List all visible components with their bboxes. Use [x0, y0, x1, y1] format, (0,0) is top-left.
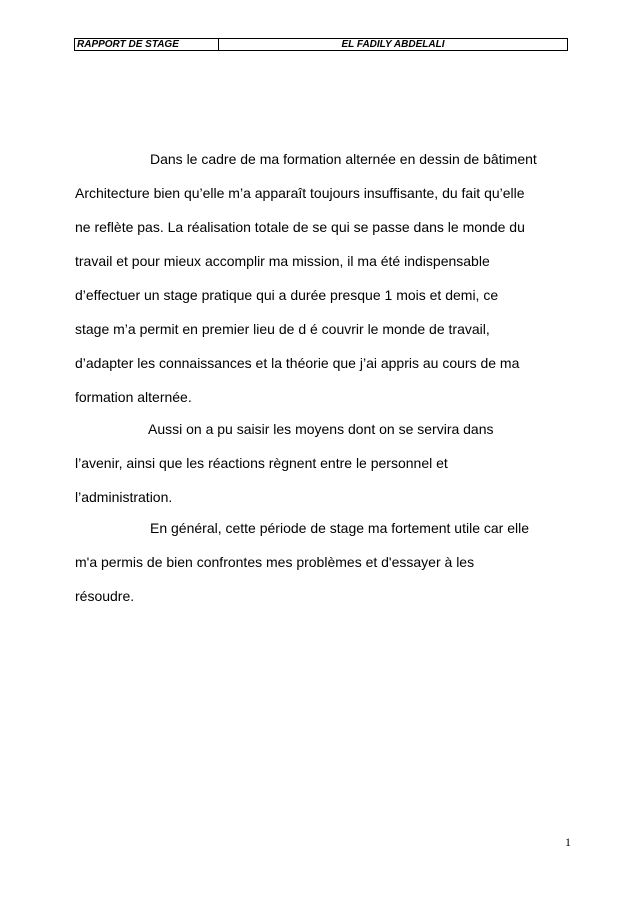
page-number: 1 — [565, 835, 571, 849]
paragraph-2-line-2: l’avenir, ainsi que les réactions règnent entre le personnel et — [75, 455, 448, 471]
paragraph-1-line-4: travail et pour mieux accomplir ma mission, il ma été indispensable — [75, 253, 490, 269]
paragraph-3-line-3: résoudre. — [75, 588, 135, 604]
paragraph-1-line-6: stage m’a permit en premier lieu de d é couvrir le monde de travail, — [75, 321, 490, 337]
document-body — [75, 152, 570, 623]
paragraph-3-line-2: m'a permis de bien confrontes mes problèmes et d'essayer à les — [75, 554, 475, 570]
header-report-title: RAPPORT DE STAGE — [75, 39, 219, 50]
page-header — [74, 38, 568, 51]
paragraph-2-line-3: l’administration. — [75, 489, 173, 505]
header-author-name: EL FADILY ABDELALI — [341, 39, 445, 50]
paragraph-1-line-7: d’adapter les connaissances et la théorie que j’ai appris au cours de ma — [75, 355, 520, 371]
paragraph-3-line-1: En général, cette période de stage ma fortement utile car elle — [150, 520, 529, 536]
paragraph-1-line-2: Architecture bien qu’elle m’a apparaît toujours insuffisante, du fait qu’elle — [75, 185, 525, 201]
paragraph-2-line-1: Aussi on a pu saisir les moyens dont on se servira dans — [148, 421, 494, 437]
paragraph-1-line-1: Dans le cadre de ma formation alternée en dessin de bâtiment — [150, 151, 537, 167]
paragraph-1-line-5: d’effectuer un stage pratique qui a durée presque 1 mois et demi, ce — [75, 287, 499, 303]
paragraph-1-line-3: ne reflète pas. La réalisation totale de se qui se passe dans le monde du — [75, 219, 525, 235]
paragraph-1-line-8: formation alternée. — [75, 389, 192, 405]
